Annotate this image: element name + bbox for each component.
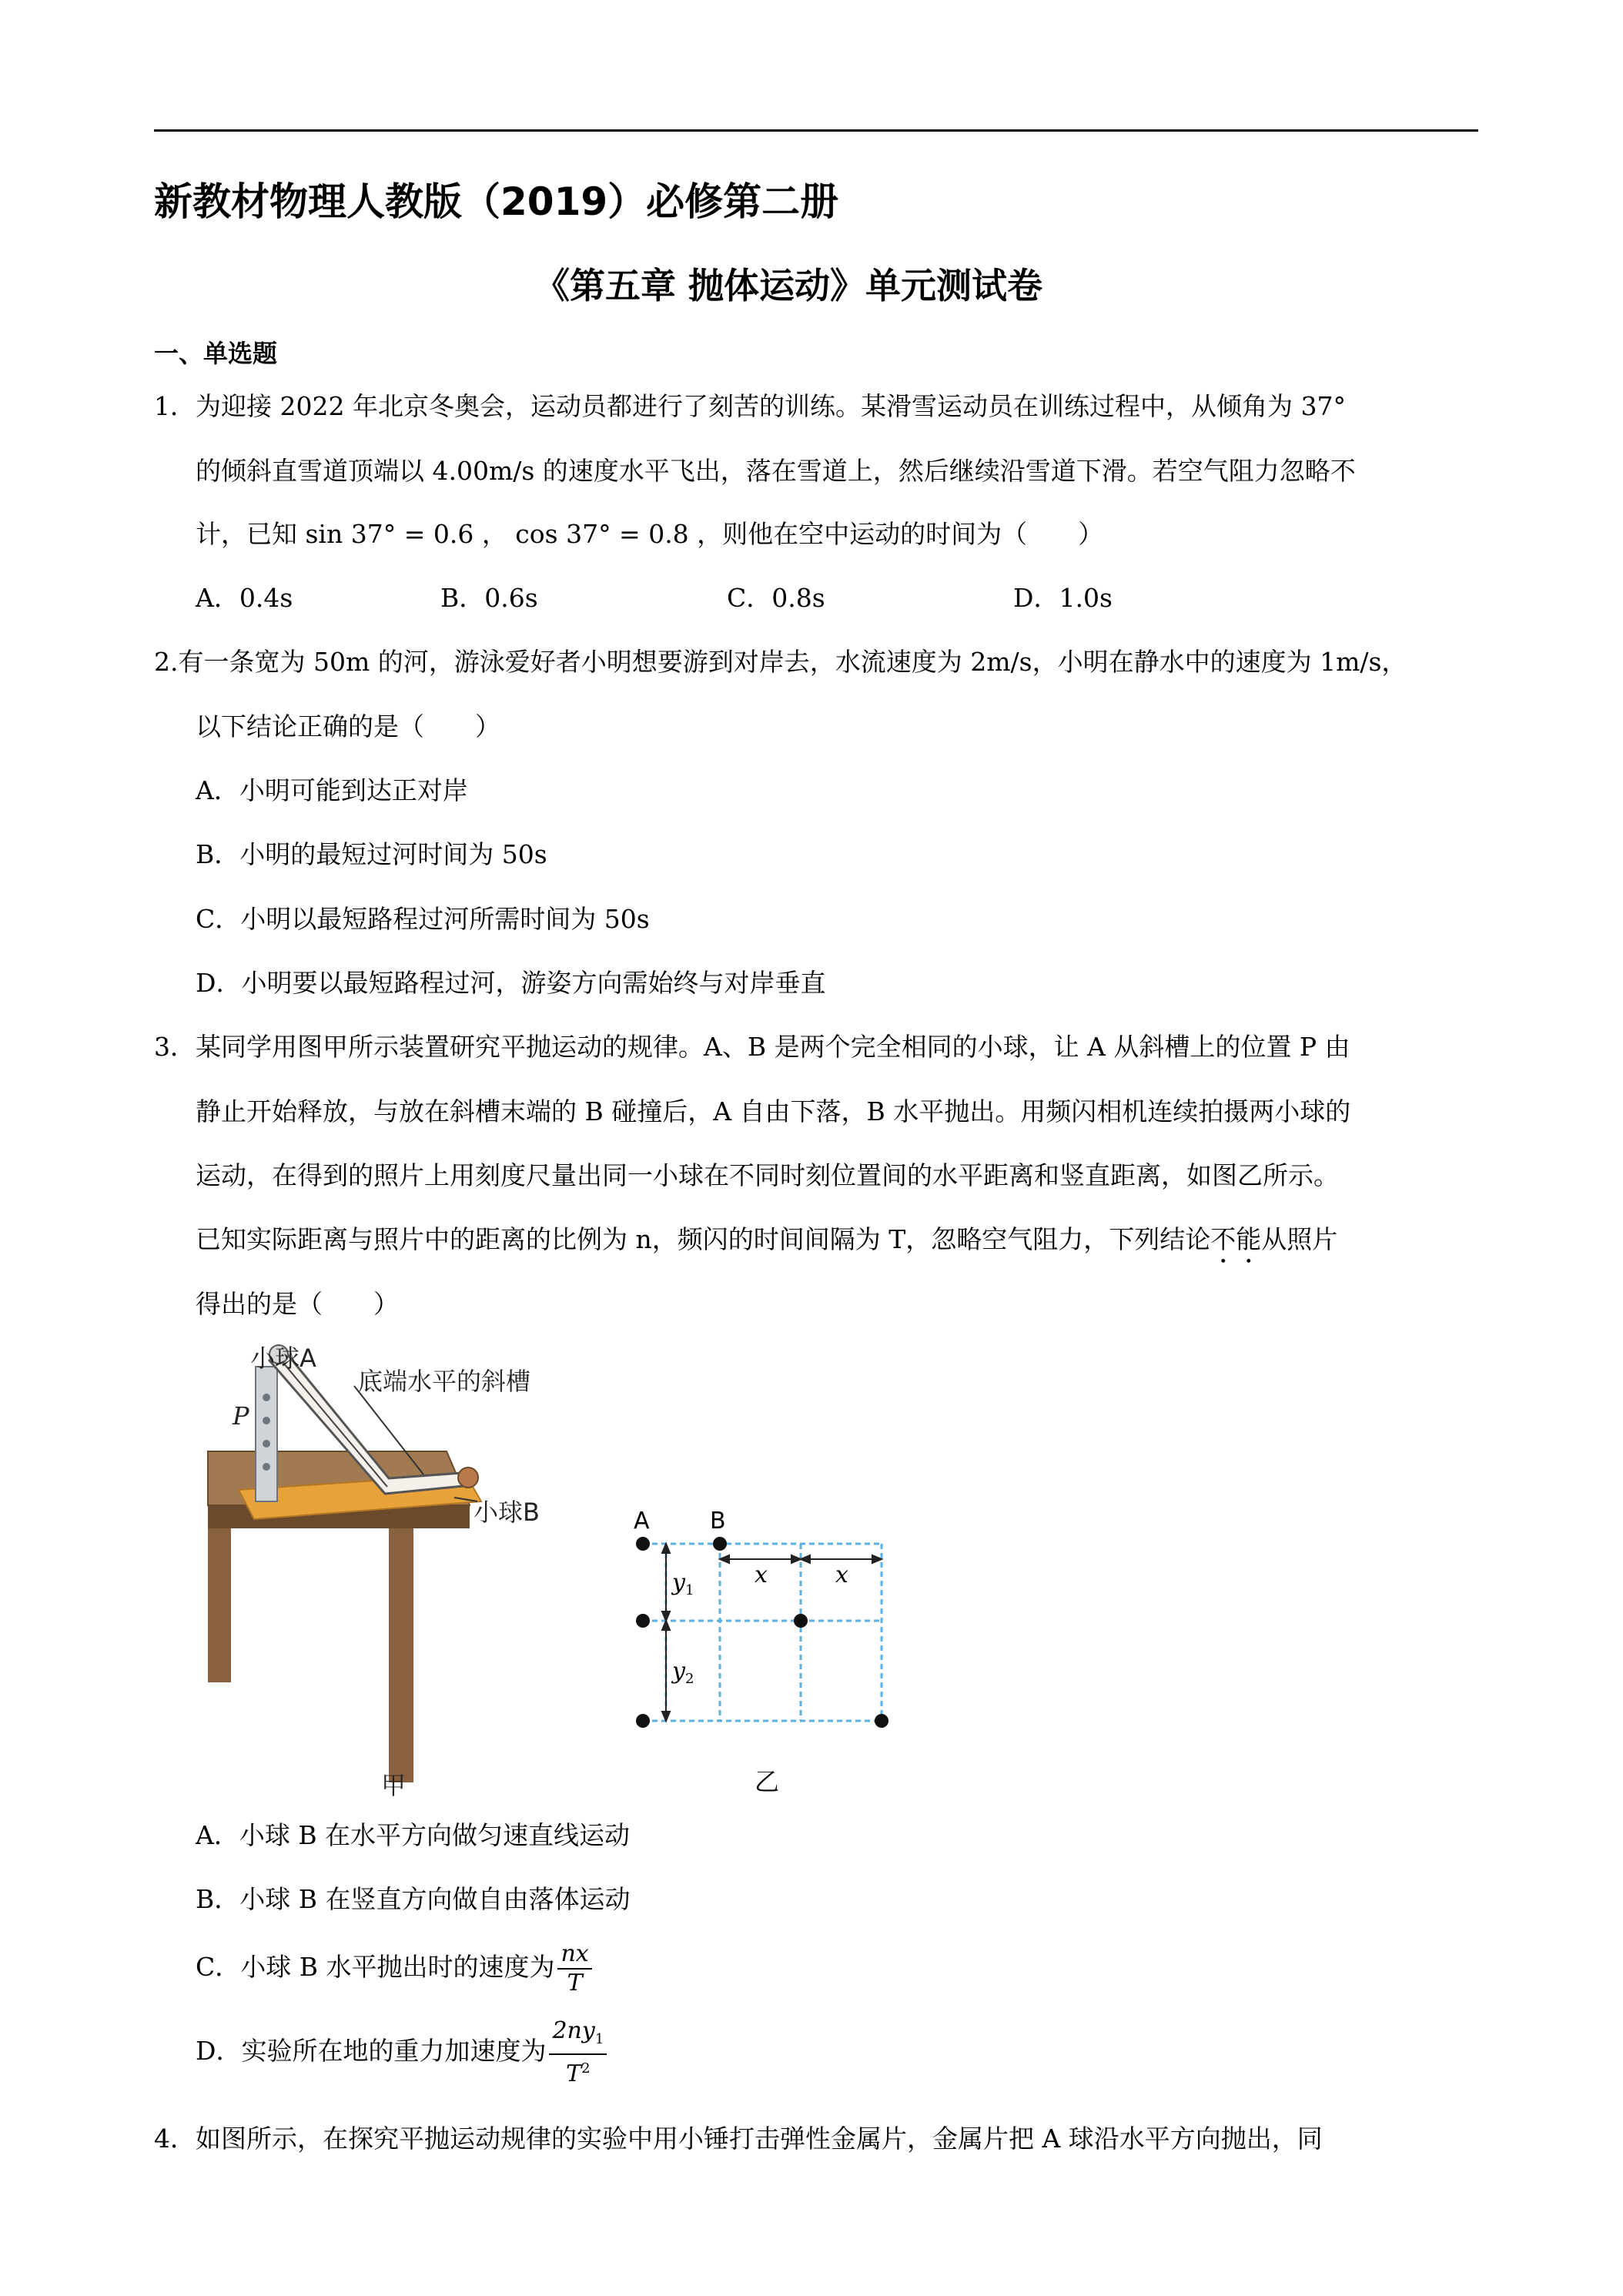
question-2-line-1: 2.有一条宽为 50m 的河，游泳爱好者小明想要游到对岸去，水流速度为 2m/s，小明在静水中的速度为 1m/s， (154, 647, 1407, 677)
question-2-option-d: D．小明要以最短路程过河，游姿方向需始终与对岸垂直 (196, 968, 826, 998)
fraction-2ny1-over-t2 (549, 2017, 607, 2088)
fraction-numerator: nx (557, 1940, 591, 1970)
question-1-line-1: 1．为迎接 2022 年北京冬奥会，运动员都进行了刻苦的训练。某滑雪运动员在训练过程中，从倾角为 37° (154, 391, 1346, 421)
question-2-option-a: A．小明可能到达正对岸 (196, 775, 468, 805)
document-subtitle: 《第五章 抛体运动》单元测试卷 (534, 265, 1043, 306)
table-leg-right (389, 1528, 413, 1782)
question-3-line-4-text: 已知实际距离与照片中的距离的比例为 n，频闪的时间间隔为 T，忽略空气阻力，下列结论 (196, 1224, 1211, 1254)
question-1-option-a: A．0.4s (196, 583, 293, 613)
section-heading: 一、单选题 (154, 339, 278, 368)
fraction-nx-over-t (557, 1940, 591, 1997)
label-ball-b: 小球B (474, 1498, 540, 1527)
figure-jia-apparatus (192, 1344, 624, 1798)
question-1-line-2: 的倾斜直雪道顶端以 4.00m/s 的速度水平飞出，落在雪道上，然后继续沿雪道下滑。若空气阻力忽略不 (196, 456, 1356, 486)
label-a: A (634, 1508, 650, 1535)
ball-a-pos-3 (636, 1714, 650, 1728)
emphasis-not-can: 不能 (1210, 1224, 1262, 1254)
caption-jia: 甲 (381, 1771, 407, 1798)
fraction-denominator: $T^2$ (566, 2060, 591, 2087)
question-3-option-d-text: D．实验所在地的重力加速度为 (196, 2036, 547, 2066)
ball-b (458, 1468, 478, 1488)
question-3-option-d (196, 2017, 607, 2088)
table-leg-left (208, 1528, 231, 1682)
question-1-option-d: D．1.0s (1013, 583, 1113, 613)
question-2-option-b: B．小明的最短过河时间为 50s (196, 839, 547, 869)
question-3-option-a: A．小球 B 在水平方向做匀速直线运动 (196, 1820, 631, 1850)
question-3-line-5: 得出的是（ ） (196, 1289, 399, 1319)
top-rule (154, 129, 1478, 132)
fraction-denominator: T (567, 1970, 583, 1996)
question-3-option-c-text: C．小球 B 水平抛出时的速度为 (196, 1952, 555, 1982)
label-x-1: x (755, 1561, 768, 1588)
ball-a-pos-2 (636, 1614, 650, 1628)
question-3-line-4 (196, 1223, 1337, 1270)
question-3-line-4-tail: 从照片 (1261, 1224, 1338, 1254)
question-3-line-1: 3．某同学用图甲所示装置研究平抛运动的规律。A、B 是两个完全相同的小球，让 A 从斜槽上的位置 P 由 (154, 1032, 1350, 1062)
question-2-line-2: 以下结论正确的是（ ） (196, 711, 500, 741)
label-b: B (710, 1508, 726, 1535)
question-3-option-c (196, 1940, 592, 1997)
figure-yi-grid (616, 1498, 924, 1798)
fraction-numerator: $2ny_1$ (549, 2017, 607, 2055)
label-chute: 底端水平的斜槽 (358, 1367, 531, 1396)
document-title: 新教材物理人教版（2019）必修第二册 (154, 179, 839, 224)
question-4-line-1: 4．如图所示，在探究平抛运动规律的实验中用小锤打击弹性金属片，金属片把 A 球沿水平方向抛出，同 (154, 2124, 1323, 2154)
label-y1: $y_1$ (672, 1569, 694, 1598)
ball-b-pos-3 (875, 1714, 888, 1728)
ball-b-pos-2 (794, 1614, 808, 1628)
label-y2: $y_2$ (672, 1658, 694, 1687)
label-ball-a: 小球A (250, 1344, 316, 1373)
ball-b-pos-1 (713, 1537, 727, 1551)
question-1-option-b: B．0.6s (440, 583, 538, 613)
question-1-line-3: 计，已知 sin 37° = 0.6 ， cos 37° = 0.8 ，则他在空中运动的时间为（ ） (196, 519, 1104, 549)
question-2-option-c: C．小明以最短路程过河所需时间为 50s (196, 904, 650, 934)
question-3-line-3: 运动，在得到的照片上用刻度尺量出同一小球在不同时刻位置间的水平距离和竖直距离，如图乙所示。 (196, 1160, 1339, 1190)
ball-a-pos-1 (636, 1537, 650, 1551)
label-x-2: x (835, 1561, 848, 1588)
question-3-option-b: B．小球 B 在竖直方向做自由落体运动 (196, 1884, 631, 1914)
label-p: P (233, 1401, 249, 1431)
question-3-line-2: 静止开始释放，与放在斜槽末端的 B 碰撞后，A 自由下落，B 水平抛出。用频闪相机连续拍摄两小球的 (196, 1096, 1351, 1126)
question-1-option-c: C．0.8s (727, 583, 825, 613)
stand-post (256, 1367, 277, 1501)
caption-yi: 乙 (755, 1767, 780, 1796)
